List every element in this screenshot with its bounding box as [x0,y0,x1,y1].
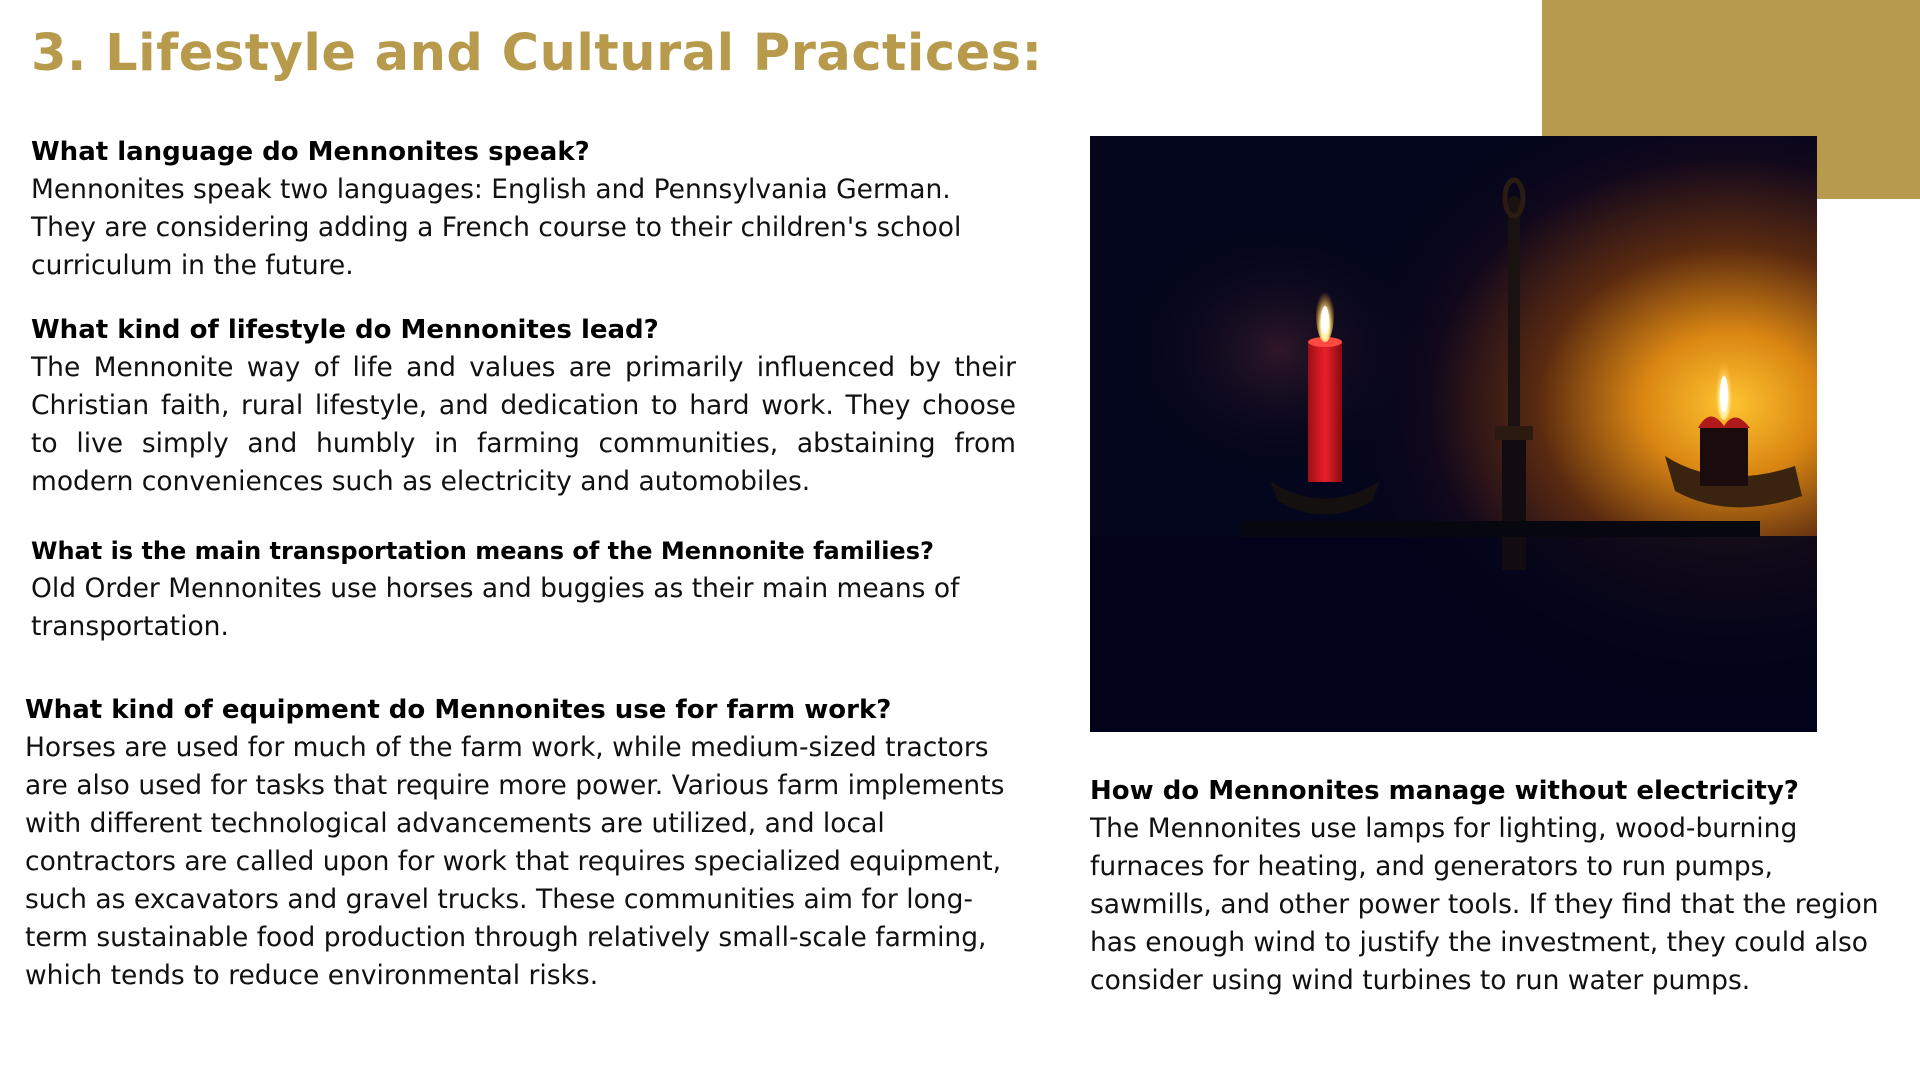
answer-language: Mennonites speak two languages: English and Pennsylvania German. They are considering adding a French course to their children's school curriculum in the future. [31,174,962,281]
candles-photo [1090,136,1817,732]
question-electricity: How do Mennonites manage without electricity? [1090,776,1799,806]
answer-lifestyle: The Mennonite way of life and values are primarily influenced by their Christian faith, rural lifestyle, and dedication to hard work. They choose to live simply and humbly in farming communities, abstaining from modern conveniences such as electricity and automobiles. [31,352,1016,497]
answer-transportation: Old Order Mennonites use horses and buggies as their main means of transportation. [31,573,960,642]
answer-electricity: The Mennonites use lamps for lighting, wood-burning furnaces for heating, and generators to run pumps, sawmills, and other power tools. If they find that the region has enough wind to justify the investment, they could also consider using wind turbines to run water pumps. [1090,813,1879,996]
qa-electricity [1090,772,1890,1000]
answer-equipment: Horses are used for much of the farm work, while medium-sized tractors are also used for tasks that require more power. Various farm implements with different technological advancements are utilized, and local contractors are called upon for work that requires specialized equipment, such as excavators and gravel trucks. These communities aim for long-term sustainable food production through relatively small-scale farming, which tends to reduce environmental risks. [25,732,1005,991]
qa-language [31,133,1021,285]
qa-transportation [31,532,1021,646]
question-transportation: What is the main transportation means of the Mennonite families? [31,537,934,565]
qa-equipment [25,691,1025,995]
question-lifestyle: What kind of lifestyle do Mennonites lead? [31,315,659,345]
qa-lifestyle [31,311,1016,501]
question-equipment: What kind of equipment do Mennonites use for farm work? [25,695,892,725]
page-title: 3. Lifestyle and Cultural Practices: [31,24,1043,83]
question-language: What language do Mennonites speak? [31,137,590,167]
